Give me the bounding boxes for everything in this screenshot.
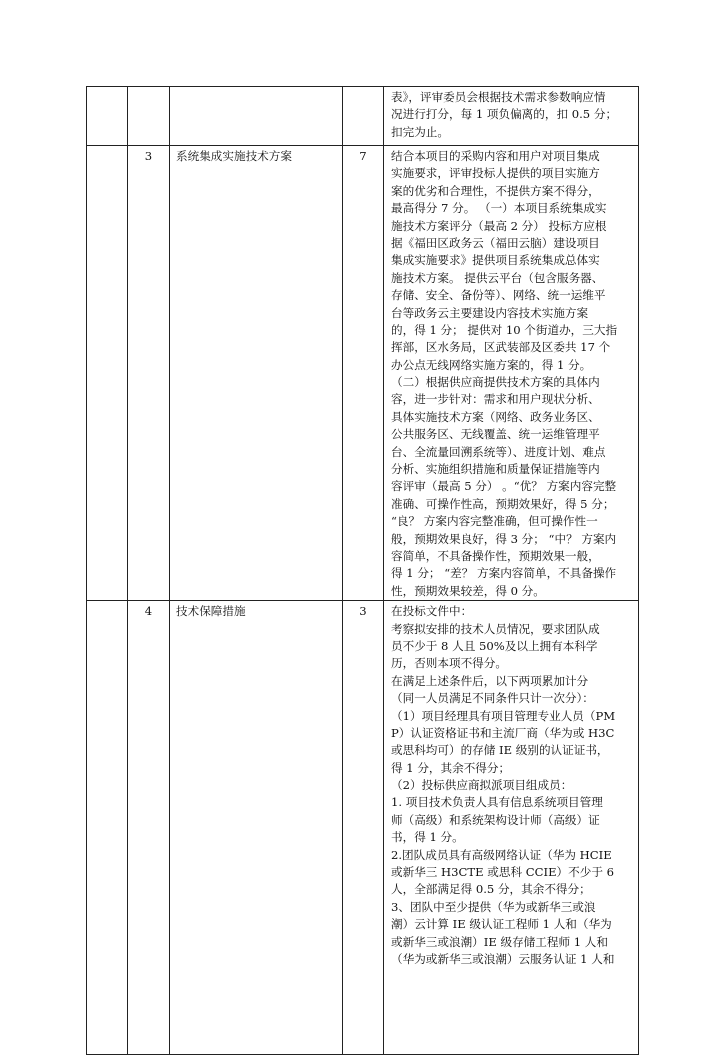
description-line: 历，否则本项不得分。 xyxy=(391,656,507,671)
score-cell xyxy=(343,87,384,146)
description-line: 存储、安全、备份等）、网络、统一运维平 xyxy=(391,288,606,303)
description-line: 员不少于 8 人且 50%及以上拥有本科学 xyxy=(391,638,598,653)
criteria-description-cell xyxy=(384,601,639,1055)
description-line: 台等政务云主要建设内容技术实施方案 xyxy=(391,305,589,320)
description-line: 分析、实施组织措施和质量保证措施等内 xyxy=(391,462,600,477)
description-line: （1）项目经理具有项目管理专业人员（PM xyxy=(391,708,616,723)
blank-column-cell xyxy=(87,87,128,146)
description-line: 在满足上述条件后，以下两项累加计分 xyxy=(391,673,589,688)
description-line: 书，得 1 分。 xyxy=(391,830,464,845)
description-line: “良？ 方案内容完整准确，但可操作性一 xyxy=(391,514,598,529)
description-line: 具体实施技术方案（网络、政务业务区、 xyxy=(391,409,600,424)
description-line: 3、团队中至少提供（华为或新华三或浪 xyxy=(391,899,596,914)
scoring-table xyxy=(86,86,639,1055)
table-row xyxy=(87,146,639,601)
table-row xyxy=(87,87,639,146)
criteria-description xyxy=(384,146,638,600)
description-line: 表》，评审委员会根据技术需求参数响应情 xyxy=(391,90,606,104)
blank-column-cell xyxy=(87,601,128,1055)
description-line: （华为或新华三或浪潮）云服务认证 1 人和 xyxy=(391,951,615,966)
score-cell: 7 xyxy=(343,146,384,601)
description-line: 案的优劣和合理性，不提供方案不得分， xyxy=(391,183,600,198)
criteria-description xyxy=(384,87,638,141)
description-line: 准确、可操作性高，预期效果好，得 5 分； xyxy=(391,496,615,511)
description-line: P）认证资格证书和主流厂商（华为或 H3C xyxy=(391,725,615,740)
description-line: 施技术方案。 提供云平台（包含服务器、 xyxy=(391,270,604,285)
description-line: 容，进一步针对：需求和用户现状分析、 xyxy=(391,392,600,407)
criteria-description xyxy=(384,601,638,968)
description-line: 扣完为止。 xyxy=(391,124,449,139)
description-line: 施技术方案评分（最高 2 分） 投标方应根 xyxy=(391,218,607,233)
row-number-cell: 4 xyxy=(128,601,170,1055)
description-line: 人，全部满足得 0.5 分，其余不得分； xyxy=(391,882,591,897)
description-line: 台、全流量回溯系统等）、进度计划、难点 xyxy=(391,444,606,459)
description-line: 2.团队成员具有高级网络认证（华为 HCIE xyxy=(391,847,612,862)
description-line: 在投标文件中： xyxy=(391,604,473,619)
table-row xyxy=(87,601,639,1055)
description-line: 实施要求，评审投标人提供的项目实施方 xyxy=(391,166,600,181)
criteria-description-cell xyxy=(384,146,639,601)
description-line: 公共服务区、无线覆盖、统一运维管理平 xyxy=(391,427,600,442)
row-number-cell: 3 xyxy=(128,146,170,601)
blank-column-cell xyxy=(87,146,128,601)
description-line: （同一人员满足不同条件只计一次分）： xyxy=(391,691,594,706)
criteria-description-cell xyxy=(384,87,639,146)
description-line: 得 1 分； “差？ 方案内容简单，不具备操作 xyxy=(391,566,617,581)
description-line: 容评审（最高 5 分） 。“优？ 方案内容完整 xyxy=(391,479,617,494)
row-number-cell xyxy=(128,87,170,146)
description-line: 或新华三 H3CTE 或思科 CCIE）不少于 6 xyxy=(391,865,614,880)
description-line: 1. 项目技术负责人具有信息系统项目管理 xyxy=(391,795,603,810)
description-line: 潮）云计算 IE 级认证工程师 1 人和（华为 xyxy=(391,917,612,932)
score-cell: 3 xyxy=(343,601,384,1055)
item-name-cell: 技术保障措施 xyxy=(170,601,343,1055)
description-line: （二）根据供应商提供技术方案的具体内 xyxy=(391,375,600,390)
description-line: 考察拟安排的技术人员情况，要求团队成 xyxy=(391,621,600,636)
description-line: 般，预期效果良好，得 3 分； “中？ 方案内 xyxy=(391,531,617,546)
description-line: 办公点无线网络实施方案的，得 1 分。 xyxy=(391,357,592,372)
description-line: 或思科均可）的存储 IE 级别的认证证书， xyxy=(391,743,609,758)
item-name-cell xyxy=(170,87,343,146)
description-line: 据《福田区政务云（福田云脑）建设项目 xyxy=(391,235,600,250)
description-line: 况进行打分，每 1 项负偏离的，扣 0.5 分； xyxy=(391,107,618,122)
description-line: 集成实施要求》提供项目系统集成总体实 xyxy=(391,253,600,268)
description-line: 或新华三或浪潮）IE 级存储工程师 1 人和 xyxy=(391,934,608,949)
description-line: 师（高级）和系统架构设计师（高级）证 xyxy=(391,812,600,827)
description-line: 得 1 分，其余不得分； xyxy=(391,760,511,775)
description-line: 容简单，不具备操作性，预期效果一般， xyxy=(391,548,600,563)
description-line: 性，预期效果较差，得 0 分。 xyxy=(391,583,545,598)
description-line: 挥部，区水务局，区武装部及区委共 17 个 xyxy=(391,340,611,355)
description-line: 结合本项目的采购内容和用户对项目集成 xyxy=(391,149,600,163)
item-name-cell: 系统集成实施技术方案 xyxy=(170,146,343,601)
description-line: 最高得分 7 分。 （一）本项目系统集成实 xyxy=(391,201,607,216)
description-line: （2）投标供应商拟派项目组成员： xyxy=(391,778,573,793)
description-line: 的，得 1 分； 提供对 10 个街道办，三大指 xyxy=(391,322,618,337)
